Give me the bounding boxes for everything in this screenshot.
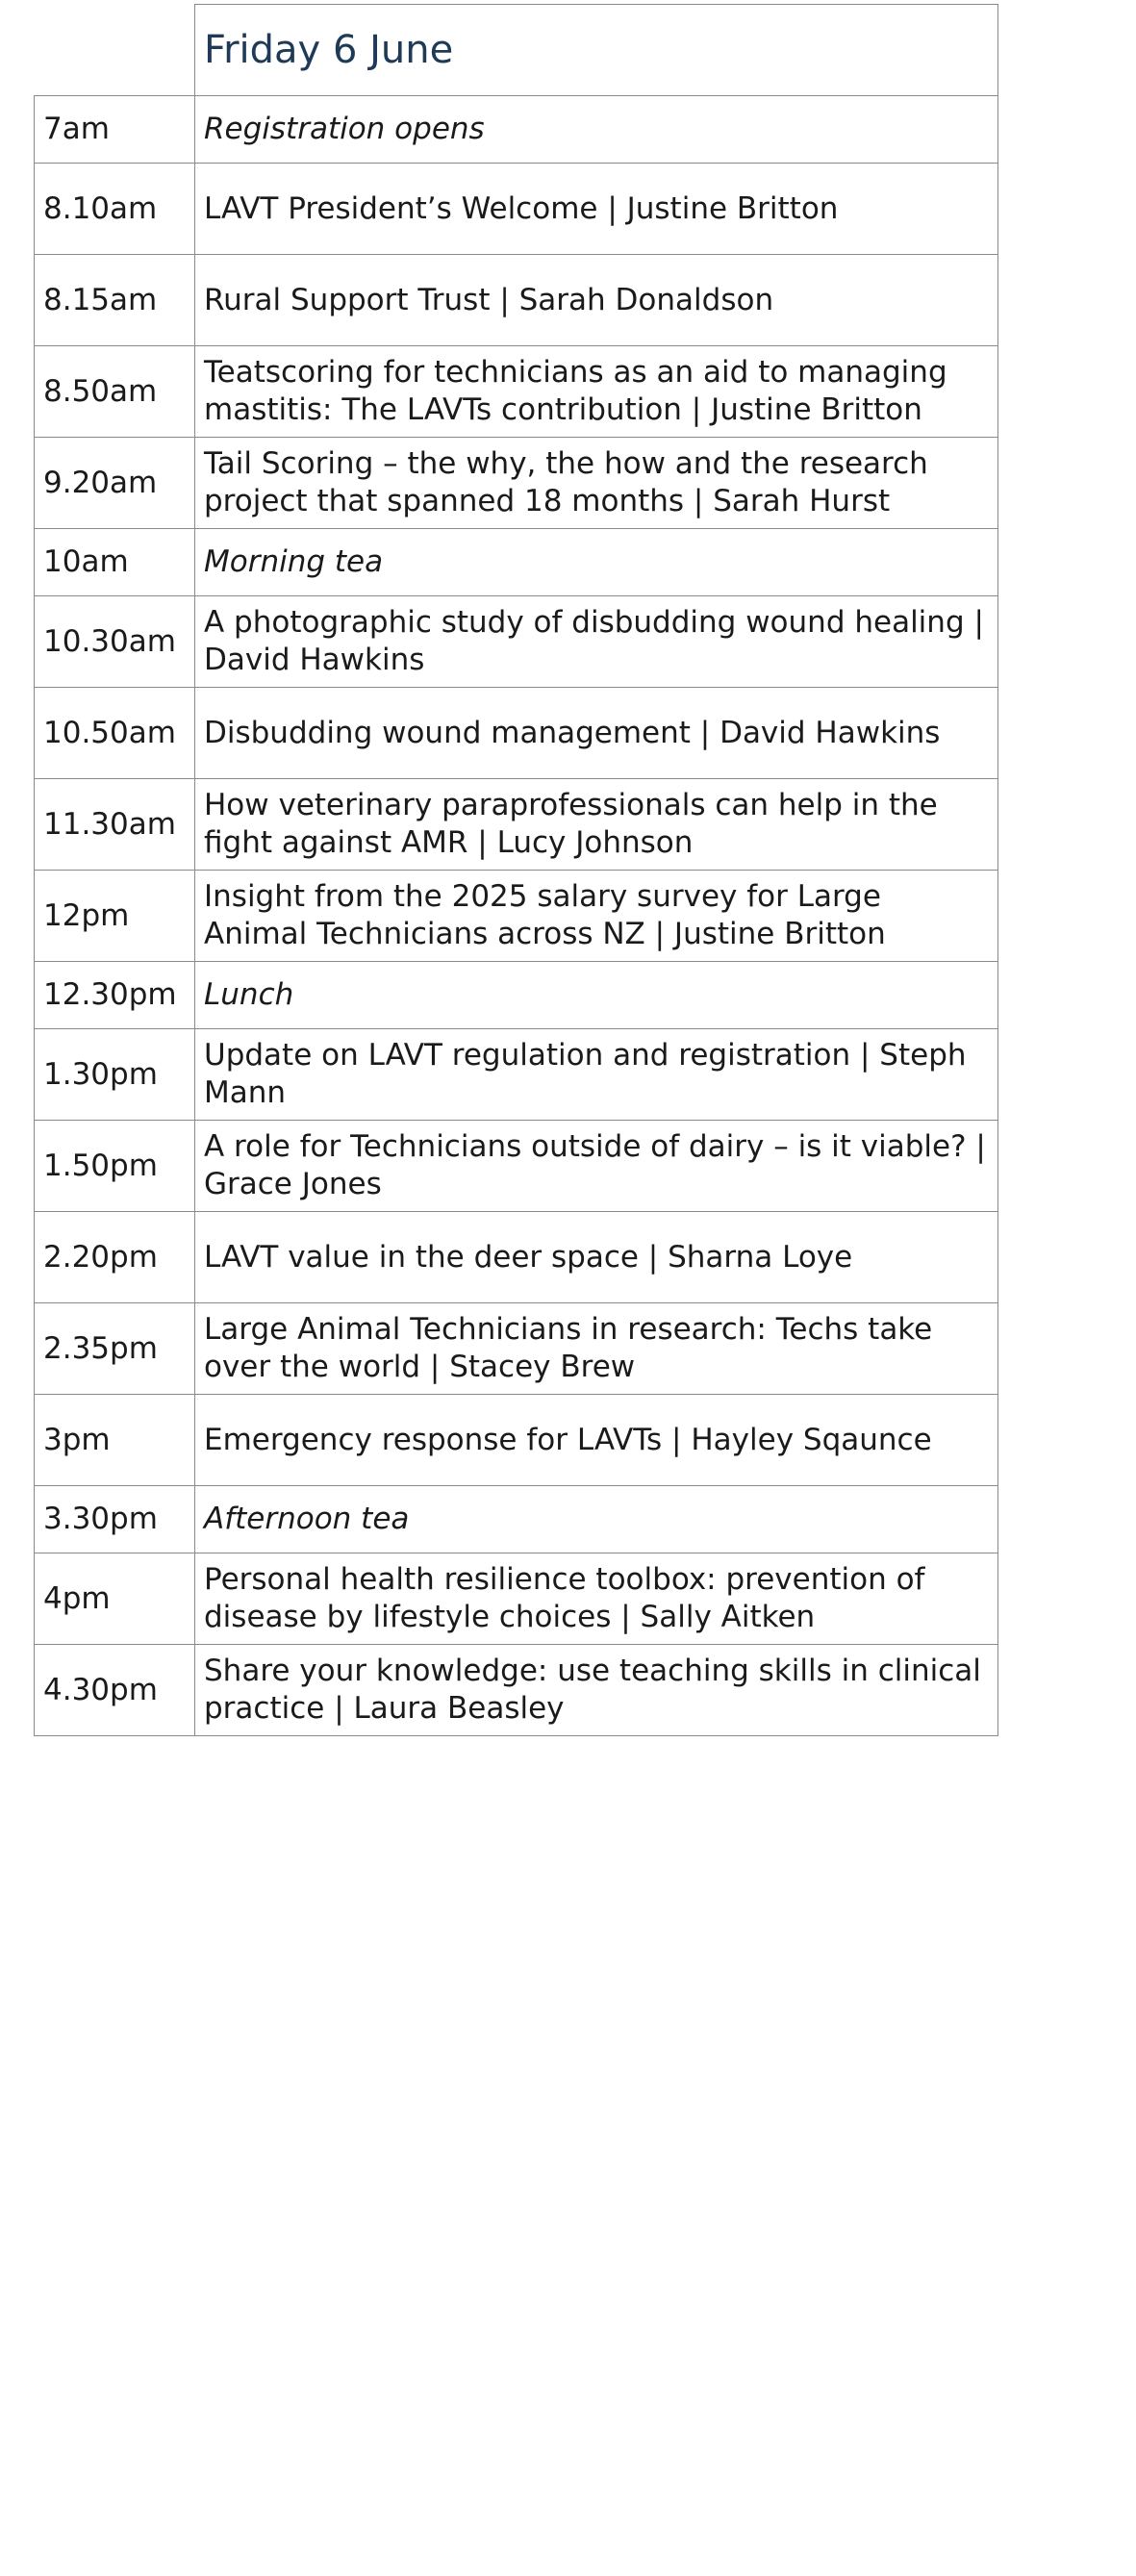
break-label: Morning tea [195, 529, 998, 596]
session-time: 12.30pm [35, 962, 195, 1029]
session-time: 1.50pm [35, 1121, 195, 1212]
schedule-row [35, 1212, 998, 1303]
schedule-row [35, 96, 998, 164]
schedule-row [35, 1303, 998, 1395]
schedule-row [35, 255, 998, 346]
session-title: Share your knowledge: use teaching skills in clinical practice | Laura Beasley [195, 1645, 998, 1736]
session-title: Disbudding wound management | David Hawkins [195, 688, 998, 779]
schedule-row [35, 1121, 998, 1212]
schedule-row [35, 346, 998, 438]
break-label: Afternoon tea [195, 1486, 998, 1553]
session-time: 2.20pm [35, 1212, 195, 1303]
schedule-row [35, 1029, 998, 1121]
session-title: Tail Scoring – the why, the how and the research project that spanned 18 months | Sarah Hurst [195, 438, 998, 529]
session-time: 10.30am [35, 596, 195, 688]
session-time: 8.50am [35, 346, 195, 438]
session-title: Personal health resilience toolbox: prevention of disease by lifestyle choices | Sally Aitken [195, 1553, 998, 1645]
session-title: Rural Support Trust | Sarah Donaldson [195, 255, 998, 346]
schedule-row [35, 438, 998, 529]
session-time: 8.15am [35, 255, 195, 346]
session-time: 2.35pm [35, 1303, 195, 1395]
session-time: 4pm [35, 1553, 195, 1645]
session-title: Update on LAVT regulation and registration | Steph Mann [195, 1029, 998, 1121]
session-title: How veterinary paraprofessionals can help in the fight against AMR | Lucy Johnson [195, 779, 998, 871]
session-time: 9.20am [35, 438, 195, 529]
programme-table-body [35, 5, 998, 1736]
session-time: 10.50am [35, 688, 195, 779]
session-time: 3.30pm [35, 1486, 195, 1553]
session-title: A role for Technicians outside of dairy – is it viable? | Grace Jones [195, 1121, 998, 1212]
table-header-row [35, 5, 998, 96]
session-time: 11.30am [35, 779, 195, 871]
session-title: Teatscoring for technicians as an aid to managing mastitis: The LAVTs contribution | Justine Britton [195, 346, 998, 438]
break-label: Registration opens [195, 96, 998, 164]
schedule-row [35, 962, 998, 1029]
session-time: 4.30pm [35, 1645, 195, 1736]
session-title: A photographic study of disbudding wound healing | David Hawkins [195, 596, 998, 688]
session-time: 8.10am [35, 164, 195, 255]
programme-table [34, 4, 998, 1736]
session-time: 3pm [35, 1395, 195, 1486]
session-title: LAVT value in the deer space | Sharna Loye [195, 1212, 998, 1303]
schedule-row [35, 1645, 998, 1736]
session-time: 10am [35, 529, 195, 596]
schedule-row [35, 164, 998, 255]
session-title: Large Animal Technicians in research: Techs take over the world | Stacey Brew [195, 1303, 998, 1395]
header-blank-cell [35, 5, 195, 96]
break-label: Lunch [195, 962, 998, 1029]
schedule-row [35, 779, 998, 871]
session-time: 7am [35, 96, 195, 164]
session-time: 1.30pm [35, 1029, 195, 1121]
schedule-row [35, 529, 998, 596]
schedule-row [35, 688, 998, 779]
session-title: LAVT President’s Welcome | Justine Britton [195, 164, 998, 255]
schedule-row [35, 1395, 998, 1486]
schedule-row [35, 596, 998, 688]
schedule-row [35, 871, 998, 962]
session-time: 12pm [35, 871, 195, 962]
schedule-row [35, 1486, 998, 1553]
schedule-row [35, 1553, 998, 1645]
session-title: Insight from the 2025 salary survey for Large Animal Technicians across NZ | Justine Britton [195, 871, 998, 962]
day-title: Friday 6 June [195, 5, 998, 96]
session-title: Emergency response for LAVTs | Hayley Sqaunce [195, 1395, 998, 1486]
